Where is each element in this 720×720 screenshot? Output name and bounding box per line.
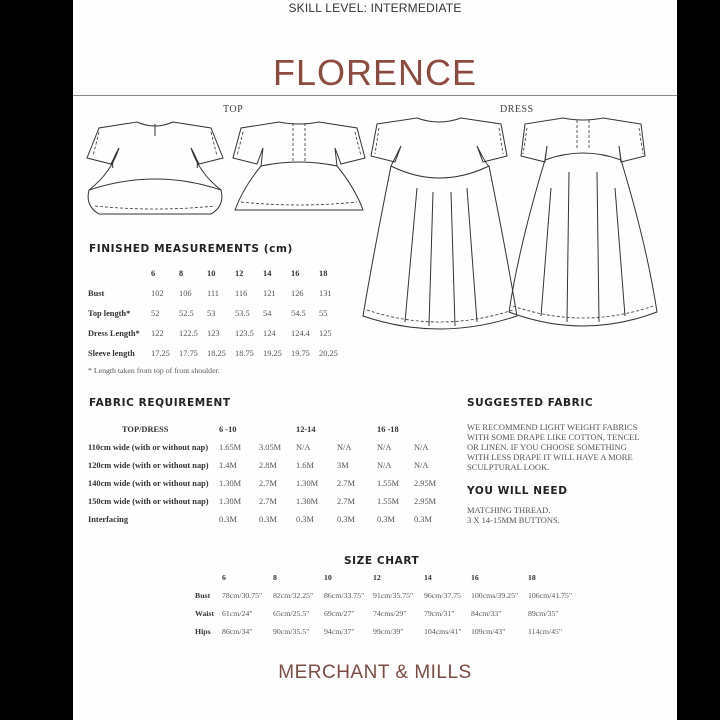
suggested-fabric-heading: SUGGESTED FABRIC bbox=[467, 397, 594, 409]
cell: 102 bbox=[151, 288, 164, 298]
size-group-header: 16 -18 bbox=[377, 424, 399, 434]
table-header-row bbox=[88, 420, 450, 438]
cell: 89cm/35" bbox=[528, 608, 559, 618]
text-line: WE RECOMMEND LIGHT WEIGHT FABRICS bbox=[467, 422, 638, 432]
col-header: TOP/DRESS bbox=[122, 424, 169, 434]
size-chart-table bbox=[195, 568, 578, 640]
cell: 53 bbox=[207, 308, 216, 318]
size-header: 10 bbox=[324, 572, 332, 582]
cell: 17.75 bbox=[179, 348, 198, 358]
skill-level: SKILL LEVEL: INTERMEDIATE bbox=[288, 1, 462, 15]
cell: 94cm/37" bbox=[324, 626, 355, 636]
cell: 122.5 bbox=[179, 328, 198, 338]
cell: 100cms/39.25" bbox=[471, 590, 519, 600]
cell: 69cm/27" bbox=[324, 608, 355, 618]
fabric-requirement-table bbox=[88, 420, 450, 528]
text-line: SCULPTURAL LOOK. bbox=[467, 462, 550, 472]
row-label: Sleeve length bbox=[88, 348, 135, 358]
row-label: 150cm wide (with or without nap) bbox=[88, 496, 209, 506]
cell: 1.65M bbox=[219, 442, 242, 452]
cell: 109cm/43" bbox=[471, 626, 506, 636]
cell: 1.30M bbox=[219, 478, 242, 488]
size-header: 6 bbox=[222, 572, 226, 582]
cell: 111 bbox=[207, 288, 219, 298]
cell: 2.95M bbox=[414, 496, 437, 506]
cell: N/A bbox=[296, 442, 311, 452]
cell: 18.25 bbox=[207, 348, 226, 358]
table-row bbox=[195, 622, 578, 640]
cell: 19.75 bbox=[291, 348, 310, 358]
suggested-fabric-text bbox=[467, 422, 640, 472]
cell: 54 bbox=[263, 308, 272, 318]
cell: 0.3M bbox=[259, 514, 277, 524]
cell: 123.5 bbox=[235, 328, 254, 338]
cell: 122 bbox=[151, 328, 164, 338]
cell: 121 bbox=[263, 288, 276, 298]
cell: 84cm/33" bbox=[471, 608, 502, 618]
cell: 3.05M bbox=[259, 442, 282, 452]
row-label: 120cm wide (with or without nap) bbox=[88, 460, 209, 470]
row-label: Dress Length* bbox=[88, 328, 140, 338]
cell: 52 bbox=[151, 308, 160, 318]
cell: N/A bbox=[377, 460, 392, 470]
cell: 61cm/24" bbox=[222, 608, 253, 618]
dress-label: DRESS bbox=[500, 104, 534, 115]
cell: 106cm/41.75" bbox=[528, 590, 573, 600]
table-row bbox=[195, 604, 578, 622]
cell: 124.4 bbox=[291, 328, 310, 338]
dress-back-illustration-icon bbox=[507, 116, 659, 336]
top-back-illustration-icon bbox=[225, 118, 373, 218]
size-header: 16 bbox=[291, 268, 300, 278]
cell: 123 bbox=[207, 328, 220, 338]
cell: 18.75 bbox=[235, 348, 254, 358]
cell: 52.5 bbox=[179, 308, 194, 318]
size-header: 12 bbox=[373, 572, 381, 582]
row-label: Bust bbox=[88, 288, 105, 298]
cell: N/A bbox=[414, 442, 429, 452]
brand-logo: MERCHANT & MILLS bbox=[278, 662, 472, 683]
cell: 20.25 bbox=[319, 348, 338, 358]
cell: 0.3M bbox=[219, 514, 237, 524]
table-row bbox=[88, 510, 450, 528]
row-label: Waist bbox=[195, 608, 215, 618]
cell: 0.3M bbox=[337, 514, 355, 524]
cell: 86cm/33.75" bbox=[324, 590, 365, 600]
cell: 1.6M bbox=[296, 460, 314, 470]
cell: 99cm/39" bbox=[373, 626, 404, 636]
row-label: Top length* bbox=[88, 308, 131, 318]
cell: 106 bbox=[179, 288, 192, 298]
cell: N/A bbox=[414, 460, 429, 470]
cell: 104cms/41" bbox=[424, 626, 462, 636]
pattern-page bbox=[73, 0, 677, 720]
text-line: WITH LESS DRAPE IT WILL HAVE A MORE bbox=[467, 452, 633, 462]
size-header: 8 bbox=[273, 572, 277, 582]
table-header-row bbox=[195, 568, 578, 586]
text-line: 3 X 14-15MM BUTTONS. bbox=[467, 515, 560, 525]
cell: 78cm/30.75" bbox=[222, 590, 263, 600]
size-header: 14 bbox=[263, 268, 272, 278]
table-row bbox=[88, 474, 450, 492]
table-row bbox=[88, 492, 450, 510]
cell: 0.3M bbox=[377, 514, 395, 524]
cell: N/A bbox=[377, 442, 392, 452]
cell: 1.55M bbox=[377, 478, 400, 488]
size-chart-heading: SIZE CHART bbox=[344, 555, 420, 567]
text-line: WITH SOME DRAPE LIKE COTTON, TENCEL bbox=[467, 432, 640, 442]
text-line: OR LINEN. IF YOU CHOOSE SOMETHING bbox=[467, 442, 627, 452]
size-group-header: 6 -10 bbox=[219, 424, 237, 434]
text-line: MATCHING THREAD. bbox=[467, 505, 551, 515]
cell: 1.30M bbox=[296, 496, 319, 506]
cell: 114cm/45" bbox=[528, 626, 563, 636]
cell: N/A bbox=[337, 442, 352, 452]
cell: 82cm/32.25" bbox=[273, 590, 314, 600]
row-label: Bust bbox=[195, 590, 211, 600]
cell: 1.30M bbox=[219, 496, 242, 506]
cell: 17.25 bbox=[151, 348, 170, 358]
table-header-row bbox=[88, 263, 347, 283]
cell: 55 bbox=[319, 308, 328, 318]
cell: 2.7M bbox=[337, 478, 355, 488]
row-label: Interfacing bbox=[88, 514, 129, 524]
you-will-need-heading: YOU WILL NEED bbox=[467, 485, 568, 497]
you-will-need-text bbox=[467, 505, 560, 525]
cell: 2.7M bbox=[259, 496, 277, 506]
cell: 126 bbox=[291, 288, 304, 298]
cell: 124 bbox=[263, 328, 276, 338]
cell: 116 bbox=[235, 288, 248, 298]
table-row bbox=[88, 283, 347, 303]
cell: 53.5 bbox=[235, 308, 250, 318]
cell: 131 bbox=[319, 288, 332, 298]
cell: 0.3M bbox=[296, 514, 314, 524]
cell: 79cm/31" bbox=[424, 608, 455, 618]
cell: 96cm/37.75 bbox=[424, 590, 462, 600]
cell: 1.30M bbox=[296, 478, 319, 488]
table-row bbox=[88, 323, 347, 343]
finished-measurements-heading: FINISHED MEASUREMENTS (cm) bbox=[89, 243, 293, 255]
row-label: 110cm wide (with or without nap) bbox=[88, 442, 209, 452]
size-header: 16 bbox=[471, 572, 479, 582]
cell: 54.5 bbox=[291, 308, 306, 318]
cell: 125 bbox=[319, 328, 332, 338]
size-group-header: 12-14 bbox=[296, 424, 316, 434]
size-header: 18 bbox=[319, 268, 328, 278]
cell: 2.7M bbox=[259, 478, 277, 488]
row-label: 140cm wide (with or without nap) bbox=[88, 478, 209, 488]
pattern-title: FLORENCE bbox=[272, 52, 478, 93]
cell: 1.4M bbox=[219, 460, 237, 470]
cell: 74cms/29" bbox=[373, 608, 407, 618]
cell: 19.25 bbox=[263, 348, 282, 358]
cell: 65cm/25.5" bbox=[273, 608, 310, 618]
size-header: 8 bbox=[179, 268, 184, 278]
top-front-illustration-icon bbox=[81, 118, 229, 218]
table-row bbox=[195, 586, 578, 604]
size-header: 6 bbox=[151, 268, 156, 278]
cell: 91cm/35.75" bbox=[373, 590, 414, 600]
table-row bbox=[88, 343, 347, 363]
cell: 90cm/35.5" bbox=[273, 626, 310, 636]
cell: 86cm/34" bbox=[222, 626, 253, 636]
cell: 2.95M bbox=[414, 478, 437, 488]
table-row bbox=[88, 456, 450, 474]
fabric-requirement-heading: FABRIC REQUIREMENT bbox=[89, 397, 231, 409]
row-label: Hips bbox=[195, 626, 211, 636]
finished-measurements-table bbox=[88, 263, 347, 363]
divider bbox=[73, 95, 677, 96]
cell: 2.8M bbox=[259, 460, 277, 470]
footnote: * Length taken from top of front shoulder. bbox=[88, 366, 220, 375]
cell: 1.55M bbox=[377, 496, 400, 506]
cell: 0.3M bbox=[414, 514, 432, 524]
size-header: 12 bbox=[235, 268, 244, 278]
top-label: TOP bbox=[223, 104, 244, 115]
dress-front-illustration-icon bbox=[359, 116, 521, 336]
size-header: 14 bbox=[424, 572, 432, 582]
cell: 2.7M bbox=[337, 496, 355, 506]
size-header: 10 bbox=[207, 268, 216, 278]
table-row bbox=[88, 438, 450, 456]
cell: 3M bbox=[337, 460, 349, 470]
size-header: 18 bbox=[528, 572, 536, 582]
table-row bbox=[88, 303, 347, 323]
